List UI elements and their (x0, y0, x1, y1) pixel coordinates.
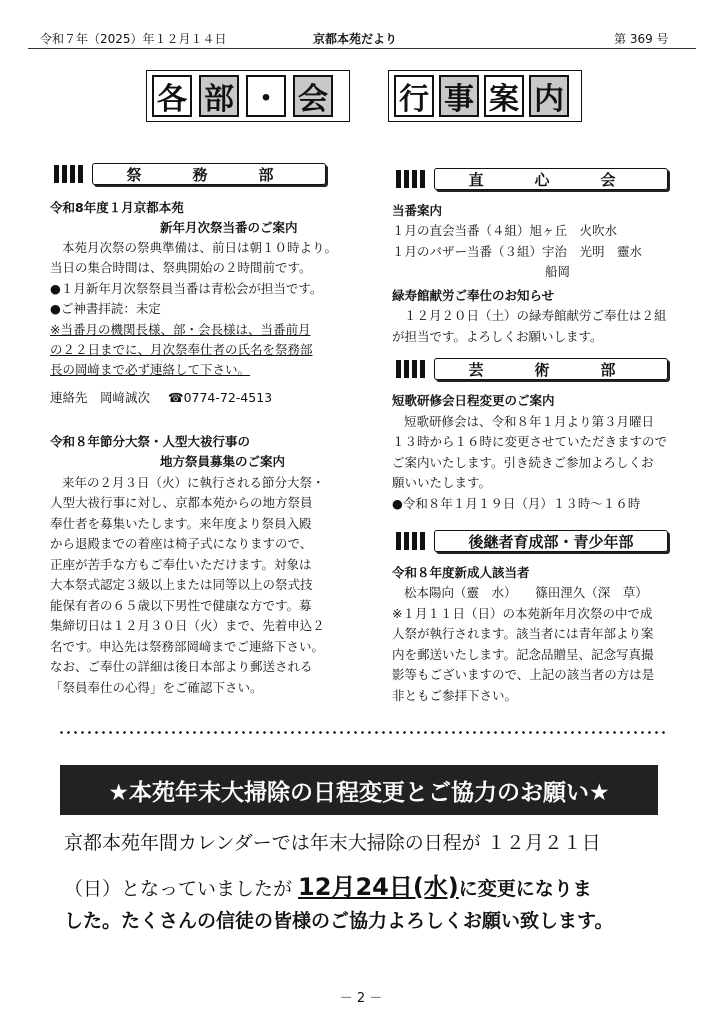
text-line: 集締切日は１２月３０日（火）まで、先着申込２ (50, 618, 325, 633)
section-heading-label: 直 心 会 (434, 168, 668, 190)
text-line: ●ご神書拝読：未定 (50, 301, 161, 316)
contact-name: 連絡先 岡﨑誠次 (50, 390, 151, 405)
text-line: 内を郵送いたします。記念品贈呈、記念写真撮 (392, 647, 654, 662)
text-line: 本苑月次祭の祭典準備は、前日は朝１０時より。 (62, 240, 338, 255)
section-heading-saimu (54, 163, 326, 185)
text-line: ※１月１１日（日）の本苑新年月次祭の中で成 (392, 606, 653, 621)
page-number: － 2 － (339, 991, 383, 1006)
title-char: 部 (199, 75, 239, 117)
text-line: 地方祭員募集のご案内 (160, 454, 286, 469)
section-heading-label: 芸 術 部 (434, 358, 668, 380)
text-line: １３時から１６時に変更させていただきますので (392, 434, 668, 449)
contact-phone: ☎0774-72-4513 (168, 390, 273, 405)
text-line: １２月２０日（土）の緑寿館献労ご奉仕は２組 (404, 308, 667, 323)
title-char: 事 (439, 75, 479, 117)
section-heading-label: 祭 務 部 (92, 163, 326, 185)
text-line: 緑寿館献労ご奉仕のお知らせ (392, 288, 555, 303)
header-rule (28, 48, 696, 49)
stripe-decoration (396, 532, 428, 550)
text-line: 名です。申込先は祭務部岡﨑までご連絡下さい。 (50, 639, 325, 654)
text-line: 願いいたします。 (392, 475, 492, 490)
section-heading-geijutsu (396, 358, 668, 380)
issue-date: 令和７年（2025）年１２月１４日 (40, 32, 227, 46)
text-line: 能保有者の６５歳以下男性で健康な方です。募 (50, 598, 312, 613)
notice-line: した。たくさんの信徒の皆様のご協力よろしくお願い致します。 (64, 910, 614, 932)
title-char: 案 (484, 75, 524, 117)
text-line: 正座が苦手な方もご奉仕いただけます。対象は (50, 557, 312, 572)
title-char: 内 (529, 75, 569, 117)
text-line: 人型大祓行事に対し、京都本苑からの地方祭員 (50, 495, 313, 510)
text-line: 人祭が執行されます。該当者には青年部より案 (392, 626, 654, 641)
text-line: 非ともご参拝下さい。 (392, 688, 518, 703)
text-line: 令和8年度１月京都本苑 (50, 200, 184, 215)
text-line: 「祭員奉仕の心得」をご確認下さい。 (50, 680, 263, 695)
text-line: 短歌研修会日程変更のご案内 (392, 393, 555, 408)
text-line: ※当番月の機関長様、部・会長様は、当番前月 (50, 322, 311, 337)
text-line: 短歌研修会は、令和８年１月より第３月曜日 (404, 414, 655, 429)
section-heading-koukeisha (396, 530, 668, 552)
notice-line: 京都本苑年間カレンダーでは年末大掃除の日程が １２月２１日 (64, 832, 601, 854)
text-line: から退殿までの着座は椅子式になりますので、 (50, 536, 313, 551)
title-char: 各 (152, 75, 192, 117)
notice-line-part: （日）となっていましたが (64, 878, 299, 900)
text-line: 奉仕者を募集いたします。来年度より祭員入殿 (50, 516, 312, 531)
text-line: 新年月次祭当番のご案内 (160, 220, 298, 235)
text-line: 大本祭式認定３級以上または同等以上の祭式技 (50, 577, 313, 592)
text-line: １月のバザー当番（３組）宇治 光明 靈水 (392, 244, 643, 259)
newsletter-title: 京都本苑だより (313, 32, 398, 46)
text-line: の２２日までに、月次祭奉仕者の氏名を祭務部 (50, 342, 313, 357)
text-line: 令和８年度新成人該当者 (392, 565, 530, 580)
dotted-divider (58, 731, 666, 734)
text-line: 船岡 (545, 264, 571, 279)
notice-banner: ★本苑年末大掃除の日程変更とご協力のお願い★ (60, 765, 658, 815)
text-line: 令和８年節分大祭・人型大祓行事の (50, 434, 251, 449)
notice-line (64, 867, 592, 902)
text-line: ●令和８年１月１９日（月）１３時～１６時 (392, 496, 641, 511)
text-line: 当番案内 (392, 203, 443, 218)
text-line: ご案内いたします。引き続きご参加よろしくお (392, 455, 654, 470)
notice-line-part: に変更になりま (458, 878, 592, 900)
section-heading-jikishinkai (396, 168, 668, 190)
issue-number: 第 369 号 (614, 32, 669, 46)
stripe-decoration (396, 360, 428, 378)
title-char: ・ (246, 75, 286, 117)
stripe-decoration (396, 170, 428, 188)
text-line: 松本陽向（靈 水） 篠田浬久（深 草） (404, 585, 648, 600)
text-line: 影等もございますので、上記の該当者の方は是 (392, 667, 655, 682)
section-heading-label: 後継者育成部・青少年部 (434, 530, 668, 552)
stripe-decoration (54, 165, 86, 183)
title-char: 行 (394, 75, 434, 117)
text-line: 長の岡﨑まで必ず連絡して下さい。 (50, 362, 251, 377)
text-line: 当日の集合時間は、祭典開始の２時間前です。 (50, 260, 312, 275)
text-line: が担当です。よろしくお願いします。 (392, 329, 603, 344)
text-line: ●１月新年月次祭祭員当番は青松会が担当です。 (50, 281, 323, 296)
notice-new-date: 12月24日(水) (298, 873, 459, 901)
text-line: 来年の２月３日（火）に執行される節分大祭・ (62, 475, 325, 490)
text-line: １月の直会当番（４組）旭ヶ丘 火吹水 (392, 223, 618, 238)
text-line: なお、ご奉仕の詳細は後日本部より郵送される (50, 659, 313, 674)
title-char: 会 (293, 75, 333, 117)
